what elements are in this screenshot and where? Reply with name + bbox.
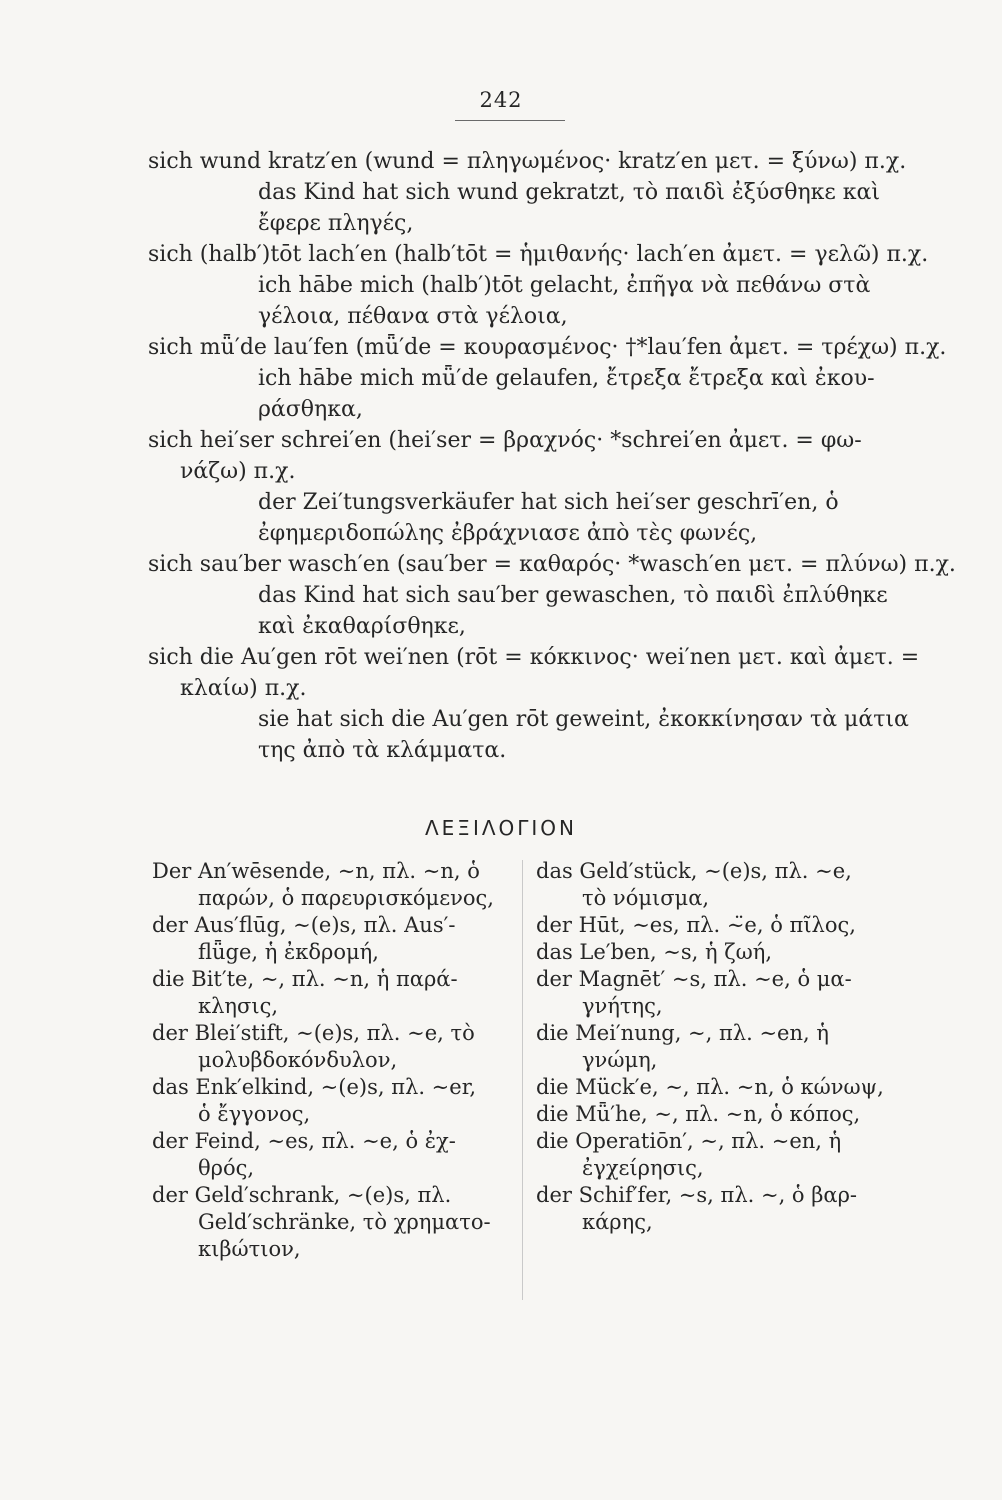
example-line: der Zei′tungsverkäufer hat sich hei′ser geschrī′en, ὁ — [258, 490, 839, 515]
lexicon-entry — [152, 1020, 517, 1074]
lexicon-line: der Schif′fer, ∼s, πλ. ∼, ὁ βαρ- — [536, 1183, 858, 1207]
lexicon-line: γνώμη, — [582, 1048, 658, 1072]
lexicon-line: der Magnēt′ ∼s, πλ. ∼e, ὁ μα- — [536, 967, 852, 991]
lexicon-entry — [536, 858, 901, 912]
example-line: ράσθηκα, — [258, 397, 363, 422]
phrase-entry — [148, 642, 920, 766]
example-line: sie hat sich die Au′gen rōt geweint, ἐκοκκίνησαν τὰ μάτια — [258, 707, 909, 732]
lexicon-entry — [536, 1074, 901, 1101]
lexicon-line: der Hūt, ∼es, πλ. ∼̈e, ὁ πῖλος, — [536, 913, 856, 937]
page-number: 242 — [479, 88, 523, 112]
lexicon-entry — [152, 966, 517, 1020]
lexicon-entry — [536, 912, 901, 939]
lexicon-line: ὁ ἔγγονος, — [198, 1102, 311, 1126]
lexicon-heading: ΛΕΞΙΛΟΓΙΟΝ — [424, 816, 578, 840]
example-line: καὶ ἐκαθαρίσθηκε, — [258, 614, 466, 639]
phrase-entry — [148, 239, 929, 332]
column-divider — [522, 860, 523, 1300]
example-line: ἔφερε πληγές, — [258, 211, 414, 236]
example-line: γέλοια, πέθανα στὰ γέλοια, — [258, 304, 568, 329]
entry-line: κλαίω) π.χ. — [180, 676, 307, 701]
lexicon-line: das Enk′elkind, ∼(e)s, πλ. ∼er, — [152, 1075, 477, 1099]
lexicon-line: ἐγχείρησις, — [582, 1156, 704, 1180]
entry-line: νάζω) π.χ. — [180, 459, 296, 484]
lexicon-line: der Blei′stift, ∼(e)s, πλ. ∼e, τὸ — [152, 1021, 475, 1045]
lexicon-right-column — [536, 858, 901, 1236]
lexicon-line: das Geld′stück, ∼(e)s, πλ. ∼e, — [536, 859, 852, 883]
phrase-entries — [148, 146, 956, 766]
header-rule — [455, 120, 565, 121]
lexicon-entry — [536, 1128, 901, 1182]
lexicon-entry — [536, 1182, 901, 1236]
lexicon-line: der Aus′flūg, ∼(e)s, πλ. Aus′- — [152, 913, 456, 937]
lexicon-line: μολυβδοκόνδυλον, — [198, 1048, 398, 1072]
lexicon-left-column — [152, 858, 517, 1263]
lexicon-line: τὸ νόμισμα, — [582, 886, 710, 910]
lexicon-entry — [536, 1101, 901, 1128]
entry-line: sich die Au′gen rōt wei′nen (rōt = κόκκινος· wei′nen μετ. καὶ ἀμετ. = — [148, 645, 920, 670]
lexicon-line: κιβώτιον, — [198, 1237, 301, 1261]
example-line: ich hābe mich (halb′)tōt gelacht, ἐπῆγα νὰ πεθάνω στὰ — [258, 273, 871, 298]
lexicon-line: die Mǖ′he, ∼, πλ. ∼n, ὁ κόπος, — [536, 1102, 861, 1126]
lexicon-line: die Mei′nung, ∼, πλ. ∼en, ἡ — [536, 1021, 829, 1045]
entry-line: sich (halb′)tōt lach′en (halb′tōt = ἡμιθανής· lach′en ἀμετ. = γελῶ) π.χ. — [148, 242, 929, 267]
example-line: της ἀπὸ τὰ κλάμματα. — [258, 738, 507, 763]
lexicon-entry — [152, 1074, 517, 1128]
phrase-entry — [148, 425, 893, 549]
lexicon-entry — [152, 1128, 517, 1182]
phrase-entry — [148, 146, 907, 239]
lexicon-line: Der An′wēsende, ∼n, πλ. ∼n, ὁ — [152, 859, 480, 883]
lexicon-entry — [536, 966, 901, 1020]
lexicon-line: die Mück′e, ∼, πλ. ∼n, ὁ κώνωψ, — [536, 1075, 884, 1099]
example-line: ἐφημεριδοπώλης ἐβράχνιασε ἀπὸ τὲς φωνές, — [258, 521, 758, 546]
lexicon-line: der Geld′schrank, ∼(e)s, πλ. — [152, 1183, 452, 1207]
lexicon-entry — [536, 1020, 901, 1074]
lexicon-entry — [152, 1182, 517, 1263]
entry-line: sich wund kratz′en (wund = πληγωμένος· kratz′en μετ. = ξύνω) π.χ. — [148, 149, 907, 174]
entry-line: sich sau′ber wasch′en (sau′ber = καθαρός· *wasch′en μετ. = πλύνω) π.χ. — [148, 552, 956, 577]
lexicon-line: κλησις, — [198, 994, 279, 1018]
lexicon-line: die Operatiōn′, ∼, πλ. ∼en, ἡ — [536, 1129, 842, 1153]
lexicon-line: das Le′ben, ∼s, ἡ ζωή, — [536, 940, 773, 964]
lexicon-line: παρών, ὁ παρευρισκόμενος, — [198, 886, 494, 910]
lexicon-line: der Feind, ∼es, πλ. ∼e, ὁ ἐχ- — [152, 1129, 456, 1153]
entry-line: sich mǖ′de lau′fen (mǖ′de = κουρασμένος· †*lau′fen ἀμετ. = τρέχω) π.χ. — [148, 335, 947, 360]
example-line: das Kind hat sich sau′ber gewaschen, τὸ παιδὶ ἐπλύθηκε — [258, 583, 888, 608]
entry-line: sich hei′ser schrei′en (hei′ser = βραχνός· *schrei′en ἀμετ. = φω- — [148, 428, 862, 453]
lexicon-line: κάρης, — [582, 1210, 653, 1234]
lexicon-line: die Bit′te, ∼, πλ. ∼n, ἡ παρά- — [152, 967, 458, 991]
lexicon-line: Geld′schränke, τὸ χρηματο- — [198, 1210, 491, 1234]
lexicon-line: flǖge, ἡ ἐκδρομή, — [198, 940, 379, 964]
example-line: das Kind hat sich wund gekratzt, τὸ παιδὶ ἐξύσθηκε καὶ — [258, 180, 881, 205]
phrase-entry — [148, 549, 956, 642]
lexicon-line: γνήτης, — [582, 994, 663, 1018]
lexicon-entry — [152, 858, 517, 912]
phrase-entry — [148, 332, 947, 425]
lexicon-entry — [536, 939, 901, 966]
lexicon-line: θρός, — [198, 1156, 255, 1180]
lexicon-entry — [152, 912, 517, 966]
example-line: ich hābe mich mǖ′de gelaufen, ἔτρεξα ἔτρεξα καὶ ἐκου- — [258, 366, 875, 391]
